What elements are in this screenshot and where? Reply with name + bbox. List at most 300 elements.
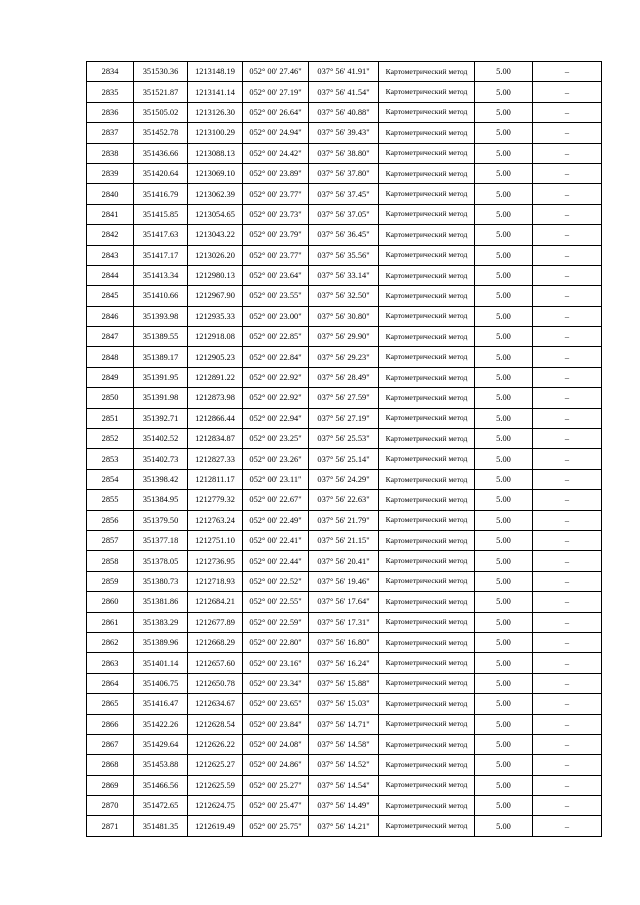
latitude-cell: 052° 00' 22.67": [243, 490, 309, 510]
x-coordinate-cell: 351453.88: [134, 755, 188, 775]
latitude-cell: 052° 00' 23.64": [243, 265, 309, 285]
accuracy-cell: 5.00: [475, 551, 533, 571]
x-coordinate-cell: 351392.71: [134, 408, 188, 428]
point-number-cell: 2840: [87, 184, 134, 204]
latitude-cell: 052° 00' 24.42": [243, 143, 309, 163]
point-number-cell: 2852: [87, 429, 134, 449]
method-cell: Картометрический метод: [379, 143, 475, 163]
latitude-cell: 052° 00' 24.08": [243, 734, 309, 754]
x-coordinate-cell: 351452.78: [134, 123, 188, 143]
x-coordinate-cell: 351389.55: [134, 327, 188, 347]
method-cell: Картометрический метод: [379, 775, 475, 795]
latitude-cell: 052° 00' 23.26": [243, 449, 309, 469]
longitude-cell: 037° 56' 15.03": [309, 694, 379, 714]
table-row: [87, 184, 602, 204]
table-row: [87, 796, 602, 816]
longitude-cell: 037° 56' 29.23": [309, 347, 379, 367]
point-number-cell: 2851: [87, 408, 134, 428]
accuracy-cell: 5.00: [475, 755, 533, 775]
longitude-cell: 037° 56' 16.80": [309, 632, 379, 652]
point-number-cell: 2836: [87, 102, 134, 122]
longitude-cell: 037° 56' 17.64": [309, 592, 379, 612]
y-coordinate-cell: 1212650.78: [188, 673, 243, 693]
table-row: [87, 694, 602, 714]
method-cell: Картометрический метод: [379, 82, 475, 102]
table-row: [87, 306, 602, 326]
y-coordinate-cell: 1212834.87: [188, 429, 243, 449]
method-cell: Картометрический метод: [379, 653, 475, 673]
method-cell: Картометрический метод: [379, 490, 475, 510]
longitude-cell: 037° 56' 40.88": [309, 102, 379, 122]
method-cell: Картометрический метод: [379, 755, 475, 775]
table-row: [87, 734, 602, 754]
latitude-cell: 052° 00' 22.85": [243, 327, 309, 347]
point-number-cell: 2848: [87, 347, 134, 367]
point-number-cell: 2859: [87, 571, 134, 591]
latitude-cell: 052° 00' 27.19": [243, 82, 309, 102]
longitude-cell: 037° 56' 14.71": [309, 714, 379, 734]
longitude-cell: 037° 56' 38.80": [309, 143, 379, 163]
accuracy-cell: 5.00: [475, 163, 533, 183]
x-coordinate-cell: 351505.02: [134, 102, 188, 122]
point-number-cell: 2845: [87, 286, 134, 306]
point-number-cell: 2871: [87, 816, 134, 836]
latitude-cell: 052° 00' 25.27": [243, 775, 309, 795]
longitude-cell: 037° 56' 29.90": [309, 327, 379, 347]
longitude-cell: 037° 56' 35.56": [309, 245, 379, 265]
accuracy-cell: 5.00: [475, 469, 533, 489]
point-number-cell: 2861: [87, 612, 134, 632]
longitude-cell: 037° 56' 14.21": [309, 816, 379, 836]
note-cell: –: [533, 245, 602, 265]
method-cell: Картометрический метод: [379, 306, 475, 326]
note-cell: –: [533, 102, 602, 122]
accuracy-cell: 5.00: [475, 571, 533, 591]
latitude-cell: 052° 00' 22.41": [243, 530, 309, 550]
method-cell: Картометрический метод: [379, 388, 475, 408]
accuracy-cell: 5.00: [475, 225, 533, 245]
x-coordinate-cell: 351402.73: [134, 449, 188, 469]
latitude-cell: 052° 00' 23.16": [243, 653, 309, 673]
point-number-cell: 2850: [87, 388, 134, 408]
longitude-cell: 037° 56' 21.15": [309, 530, 379, 550]
x-coordinate-cell: 351380.73: [134, 571, 188, 591]
x-coordinate-cell: 351379.50: [134, 510, 188, 530]
x-coordinate-cell: 351401.14: [134, 653, 188, 673]
latitude-cell: 052° 00' 22.80": [243, 632, 309, 652]
x-coordinate-cell: 351406.75: [134, 673, 188, 693]
accuracy-cell: 5.00: [475, 816, 533, 836]
note-cell: –: [533, 530, 602, 550]
table-row: [87, 367, 602, 387]
x-coordinate-cell: 351393.98: [134, 306, 188, 326]
point-number-cell: 2866: [87, 714, 134, 734]
accuracy-cell: 5.00: [475, 286, 533, 306]
table-row: [87, 408, 602, 428]
accuracy-cell: 5.00: [475, 775, 533, 795]
x-coordinate-cell: 351391.98: [134, 388, 188, 408]
method-cell: Картометрический метод: [379, 469, 475, 489]
longitude-cell: 037° 56' 16.24": [309, 653, 379, 673]
latitude-cell: 052° 00' 23.55": [243, 286, 309, 306]
method-cell: Картометрический метод: [379, 530, 475, 550]
note-cell: –: [533, 306, 602, 326]
point-number-cell: 2844: [87, 265, 134, 285]
method-cell: Картометрический метод: [379, 327, 475, 347]
x-coordinate-cell: 351381.86: [134, 592, 188, 612]
longitude-cell: 037° 56' 30.80": [309, 306, 379, 326]
accuracy-cell: 5.00: [475, 347, 533, 367]
table-row: [87, 632, 602, 652]
latitude-cell: 052° 00' 25.75": [243, 816, 309, 836]
longitude-cell: 037° 56' 22.63": [309, 490, 379, 510]
latitude-cell: 052° 00' 23.84": [243, 714, 309, 734]
y-coordinate-cell: 1212628.54: [188, 714, 243, 734]
latitude-cell: 052° 00' 23.79": [243, 225, 309, 245]
table-row: [87, 286, 602, 306]
x-coordinate-cell: 351422.26: [134, 714, 188, 734]
x-coordinate-cell: 351377.18: [134, 530, 188, 550]
coordinates-table-body: [87, 62, 602, 837]
note-cell: –: [533, 571, 602, 591]
table-row: [87, 755, 602, 775]
note-cell: –: [533, 163, 602, 183]
latitude-cell: 052° 00' 23.77": [243, 245, 309, 265]
x-coordinate-cell: 351384.95: [134, 490, 188, 510]
accuracy-cell: 5.00: [475, 510, 533, 530]
table-row: [87, 449, 602, 469]
table-row: [87, 163, 602, 183]
x-coordinate-cell: 351383.29: [134, 612, 188, 632]
method-cell: Картометрический метод: [379, 673, 475, 693]
latitude-cell: 052° 00' 23.25": [243, 429, 309, 449]
longitude-cell: 037° 56' 19.46": [309, 571, 379, 591]
accuracy-cell: 5.00: [475, 796, 533, 816]
latitude-cell: 052° 00' 22.92": [243, 388, 309, 408]
table-row: [87, 653, 602, 673]
x-coordinate-cell: 351417.63: [134, 225, 188, 245]
method-cell: Картометрический метод: [379, 714, 475, 734]
x-coordinate-cell: 351530.36: [134, 62, 188, 82]
y-coordinate-cell: 1213100.29: [188, 123, 243, 143]
longitude-cell: 037° 56' 15.88": [309, 673, 379, 693]
table-row: [87, 571, 602, 591]
method-cell: Картометрический метод: [379, 245, 475, 265]
longitude-cell: 037° 56' 32.50": [309, 286, 379, 306]
y-coordinate-cell: 1212967.90: [188, 286, 243, 306]
latitude-cell: 052° 00' 23.65": [243, 694, 309, 714]
accuracy-cell: 5.00: [475, 82, 533, 102]
y-coordinate-cell: 1212873.98: [188, 388, 243, 408]
accuracy-cell: 5.00: [475, 388, 533, 408]
method-cell: Картометрический метод: [379, 551, 475, 571]
method-cell: Картометрический метод: [379, 429, 475, 449]
table-row: [87, 816, 602, 836]
y-coordinate-cell: 1212935.33: [188, 306, 243, 326]
latitude-cell: 052° 00' 23.00": [243, 306, 309, 326]
table-row: [87, 143, 602, 163]
accuracy-cell: 5.00: [475, 673, 533, 693]
y-coordinate-cell: 1213088.13: [188, 143, 243, 163]
latitude-cell: 052° 00' 22.44": [243, 551, 309, 571]
longitude-cell: 037° 56' 25.14": [309, 449, 379, 469]
x-coordinate-cell: 351416.47: [134, 694, 188, 714]
note-cell: –: [533, 551, 602, 571]
accuracy-cell: 5.00: [475, 245, 533, 265]
y-coordinate-cell: 1212866.44: [188, 408, 243, 428]
y-coordinate-cell: 1212657.60: [188, 653, 243, 673]
table-row: [87, 204, 602, 224]
y-coordinate-cell: 1213141.14: [188, 82, 243, 102]
note-cell: –: [533, 653, 602, 673]
point-number-cell: 2862: [87, 632, 134, 652]
longitude-cell: 037° 56' 21.79": [309, 510, 379, 530]
note-cell: –: [533, 82, 602, 102]
x-coordinate-cell: 351378.05: [134, 551, 188, 571]
y-coordinate-cell: 1212619.49: [188, 816, 243, 836]
method-cell: Картометрический метод: [379, 796, 475, 816]
note-cell: –: [533, 734, 602, 754]
point-number-cell: 2842: [87, 225, 134, 245]
point-number-cell: 2865: [87, 694, 134, 714]
note-cell: –: [533, 286, 602, 306]
y-coordinate-cell: 1212980.13: [188, 265, 243, 285]
method-cell: Картометрический метод: [379, 62, 475, 82]
note-cell: –: [533, 367, 602, 387]
note-cell: –: [533, 123, 602, 143]
note-cell: –: [533, 429, 602, 449]
method-cell: Картометрический метод: [379, 632, 475, 652]
point-number-cell: 2835: [87, 82, 134, 102]
table-row: [87, 551, 602, 571]
method-cell: Картометрический метод: [379, 592, 475, 612]
point-number-cell: 2854: [87, 469, 134, 489]
latitude-cell: 052° 00' 26.64": [243, 102, 309, 122]
table-row: [87, 673, 602, 693]
y-coordinate-cell: 1212677.89: [188, 612, 243, 632]
x-coordinate-cell: 351481.35: [134, 816, 188, 836]
note-cell: –: [533, 327, 602, 347]
note-cell: –: [533, 592, 602, 612]
point-number-cell: 2846: [87, 306, 134, 326]
longitude-cell: 037° 56' 33.14": [309, 265, 379, 285]
method-cell: Картометрический метод: [379, 204, 475, 224]
accuracy-cell: 5.00: [475, 714, 533, 734]
point-number-cell: 2856: [87, 510, 134, 530]
table-row: [87, 530, 602, 550]
accuracy-cell: 5.00: [475, 408, 533, 428]
point-number-cell: 2857: [87, 530, 134, 550]
longitude-cell: 037° 56' 28.49": [309, 367, 379, 387]
x-coordinate-cell: 351472.65: [134, 796, 188, 816]
note-cell: –: [533, 510, 602, 530]
note-cell: –: [533, 265, 602, 285]
latitude-cell: 052° 00' 22.59": [243, 612, 309, 632]
accuracy-cell: 5.00: [475, 62, 533, 82]
note-cell: –: [533, 184, 602, 204]
point-number-cell: 2853: [87, 449, 134, 469]
note-cell: –: [533, 694, 602, 714]
point-number-cell: 2839: [87, 163, 134, 183]
accuracy-cell: 5.00: [475, 327, 533, 347]
method-cell: Картометрический метод: [379, 225, 475, 245]
accuracy-cell: 5.00: [475, 612, 533, 632]
latitude-cell: 052° 00' 22.84": [243, 347, 309, 367]
y-coordinate-cell: 1213043.22: [188, 225, 243, 245]
point-number-cell: 2863: [87, 653, 134, 673]
table-row: [87, 429, 602, 449]
x-coordinate-cell: 351415.85: [134, 204, 188, 224]
point-number-cell: 2864: [87, 673, 134, 693]
latitude-cell: 052° 00' 22.94": [243, 408, 309, 428]
method-cell: Картометрический метод: [379, 123, 475, 143]
x-coordinate-cell: 351410.66: [134, 286, 188, 306]
note-cell: –: [533, 204, 602, 224]
y-coordinate-cell: 1212918.08: [188, 327, 243, 347]
latitude-cell: 052° 00' 23.77": [243, 184, 309, 204]
x-coordinate-cell: 351420.64: [134, 163, 188, 183]
table-row: [87, 510, 602, 530]
longitude-cell: 037° 56' 14.52": [309, 755, 379, 775]
table-row: [87, 714, 602, 734]
y-coordinate-cell: 1213148.19: [188, 62, 243, 82]
longitude-cell: 037° 56' 25.53": [309, 429, 379, 449]
method-cell: Картометрический метод: [379, 184, 475, 204]
accuracy-cell: 5.00: [475, 265, 533, 285]
y-coordinate-cell: 1212811.17: [188, 469, 243, 489]
x-coordinate-cell: 351389.17: [134, 347, 188, 367]
accuracy-cell: 5.00: [475, 530, 533, 550]
y-coordinate-cell: 1212684.21: [188, 592, 243, 612]
x-coordinate-cell: 351436.66: [134, 143, 188, 163]
note-cell: –: [533, 347, 602, 367]
accuracy-cell: 5.00: [475, 449, 533, 469]
longitude-cell: 037° 56' 41.91": [309, 62, 379, 82]
longitude-cell: 037° 56' 39.43": [309, 123, 379, 143]
table-row: [87, 82, 602, 102]
note-cell: –: [533, 143, 602, 163]
note-cell: –: [533, 673, 602, 693]
note-cell: –: [533, 612, 602, 632]
x-coordinate-cell: 351466.56: [134, 775, 188, 795]
y-coordinate-cell: 1212625.59: [188, 775, 243, 795]
table-row: [87, 102, 602, 122]
method-cell: Картометрический метод: [379, 347, 475, 367]
note-cell: –: [533, 816, 602, 836]
latitude-cell: 052° 00' 22.49": [243, 510, 309, 530]
accuracy-cell: 5.00: [475, 429, 533, 449]
point-number-cell: 2841: [87, 204, 134, 224]
method-cell: Картометрический метод: [379, 816, 475, 836]
point-number-cell: 2849: [87, 367, 134, 387]
point-number-cell: 2867: [87, 734, 134, 754]
point-number-cell: 2870: [87, 796, 134, 816]
x-coordinate-cell: 351389.96: [134, 632, 188, 652]
y-coordinate-cell: 1212625.27: [188, 755, 243, 775]
y-coordinate-cell: 1212827.33: [188, 449, 243, 469]
table-row: [87, 490, 602, 510]
longitude-cell: 037° 56' 14.54": [309, 775, 379, 795]
point-number-cell: 2838: [87, 143, 134, 163]
y-coordinate-cell: 1212779.32: [188, 490, 243, 510]
method-cell: Картометрический метод: [379, 367, 475, 387]
longitude-cell: 037° 56' 17.31": [309, 612, 379, 632]
longitude-cell: 037° 56' 20.41": [309, 551, 379, 571]
longitude-cell: 037° 56' 27.19": [309, 408, 379, 428]
point-number-cell: 2858: [87, 551, 134, 571]
y-coordinate-cell: 1213126.30: [188, 102, 243, 122]
point-number-cell: 2837: [87, 123, 134, 143]
table-row: [87, 245, 602, 265]
table-row: [87, 469, 602, 489]
latitude-cell: 052° 00' 22.55": [243, 592, 309, 612]
note-cell: –: [533, 490, 602, 510]
latitude-cell: 052° 00' 23.11": [243, 469, 309, 489]
table-row: [87, 347, 602, 367]
longitude-cell: 037° 56' 37.80": [309, 163, 379, 183]
latitude-cell: 052° 00' 23.34": [243, 673, 309, 693]
longitude-cell: 037° 56' 14.49": [309, 796, 379, 816]
note-cell: –: [533, 714, 602, 734]
table-row: [87, 62, 602, 82]
method-cell: Картометрический метод: [379, 694, 475, 714]
longitude-cell: 037° 56' 37.45": [309, 184, 379, 204]
accuracy-cell: 5.00: [475, 102, 533, 122]
note-cell: –: [533, 62, 602, 82]
table-row: [87, 388, 602, 408]
accuracy-cell: 5.00: [475, 734, 533, 754]
longitude-cell: 037° 56' 24.29": [309, 469, 379, 489]
accuracy-cell: 5.00: [475, 306, 533, 326]
table-row: [87, 327, 602, 347]
latitude-cell: 052° 00' 22.52": [243, 571, 309, 591]
y-coordinate-cell: 1212751.10: [188, 530, 243, 550]
method-cell: Картометрический метод: [379, 102, 475, 122]
y-coordinate-cell: 1212668.29: [188, 632, 243, 652]
method-cell: Картометрический метод: [379, 449, 475, 469]
x-coordinate-cell: 351521.87: [134, 82, 188, 102]
method-cell: Картометрический метод: [379, 571, 475, 591]
method-cell: Картометрический метод: [379, 408, 475, 428]
y-coordinate-cell: 1212718.93: [188, 571, 243, 591]
point-number-cell: 2868: [87, 755, 134, 775]
note-cell: –: [533, 469, 602, 489]
latitude-cell: 052° 00' 23.89": [243, 163, 309, 183]
x-coordinate-cell: 351417.17: [134, 245, 188, 265]
method-cell: Картометрический метод: [379, 734, 475, 754]
y-coordinate-cell: 1213069.10: [188, 163, 243, 183]
accuracy-cell: 5.00: [475, 653, 533, 673]
point-number-cell: 2847: [87, 327, 134, 347]
latitude-cell: 052° 00' 23.73": [243, 204, 309, 224]
accuracy-cell: 5.00: [475, 367, 533, 387]
longitude-cell: 037° 56' 14.58": [309, 734, 379, 754]
latitude-cell: 052° 00' 24.86": [243, 755, 309, 775]
table-row: [87, 265, 602, 285]
longitude-cell: 037° 56' 41.54": [309, 82, 379, 102]
accuracy-cell: 5.00: [475, 204, 533, 224]
longitude-cell: 037° 56' 36.45": [309, 225, 379, 245]
accuracy-cell: 5.00: [475, 592, 533, 612]
note-cell: –: [533, 449, 602, 469]
note-cell: –: [533, 388, 602, 408]
y-coordinate-cell: 1212634.67: [188, 694, 243, 714]
note-cell: –: [533, 755, 602, 775]
point-number-cell: 2860: [87, 592, 134, 612]
point-number-cell: 2843: [87, 245, 134, 265]
latitude-cell: 052° 00' 27.46": [243, 62, 309, 82]
latitude-cell: 052° 00' 22.92": [243, 367, 309, 387]
